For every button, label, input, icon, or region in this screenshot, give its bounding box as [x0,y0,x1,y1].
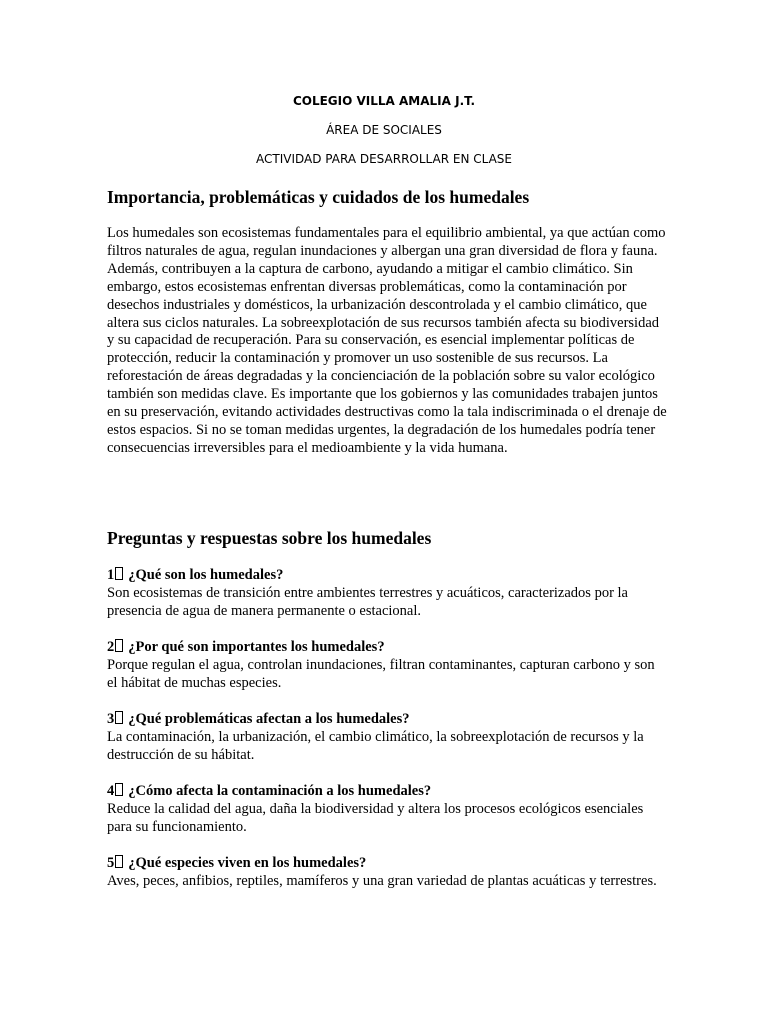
subject-area: ÁREA DE SOCIALES [326,123,442,137]
question-number: 2 [107,639,115,655]
missing-glyph-icon [115,855,123,868]
missing-glyph-icon [115,567,123,580]
question [107,711,667,729]
intro-paragraph: Los humedales son ecosistemas fundamentales para el equilibrio ambiental, ya que actúan como filtros naturales de agua, regulan inundaciones y albergan una gran diversidad de flora y fauna. Además, contribuyen a la captura de carbono, ayudando a mitigar el cambio climático. Sin embargo, estos ecosistemas enfrentan diversas problemáticas, como la contaminación por desechos industriales y domésticos, la urbanización descontrolada y el cambio climático, que altera sus ciclos naturales. La sobreexplotación de sus recursos también afecta su biodiversidad y su capacidad de recuperación. Para su conservación, es esencial implementar políticas de protección, reducir la contaminación y promover un uso sostenible de sus recursos. La reforestación de áreas degradadas y la concienciación de la población sobre su valor ecológico también son medidas clave. Es importante que los gobiernos y las comunidades trabajen juntos en su preservación, evitando actividades destructivas como la tala indiscriminada o el drenaje de estos espacios. Si no se toman medidas urgentes, la degradación de los humedales podría tener consecuencias irreversibles para el medioambiente y la vida humana. [107,225,667,456]
missing-glyph-icon [115,639,123,652]
answer: Son ecosistemas de transición entre ambientes terrestres y acuáticos, caracterizados por la presencia de agua de manera permanente o estacional. [107,584,628,619]
qa-item [107,639,667,693]
question [107,855,667,873]
qa-item [107,567,667,621]
question [107,783,667,801]
question-text: ¿Qué problemáticas afectan a los humedales? [128,711,410,727]
question-number: 1 [107,567,115,583]
question [107,639,667,657]
answer: Reduce la calidad del agua, daña la biodiversidad y altera los procesos ecológicos esenciales para su funcionamiento. [107,800,644,835]
section-heading-questions: Preguntas y respuestas sobre los humedales [107,528,432,548]
answer: Aves, peces, anfibios, reptiles, mamíferos y una gran variedad de plantas acuáticas y terrestres. [107,872,657,889]
activity-title: ACTIVIDAD PARA DESARROLLAR EN CLASE [256,152,512,166]
answer: Porque regulan el agua, controlan inundaciones, filtran contaminantes, capturan carbono y son el hábitat de muchas especies. [107,656,655,691]
missing-glyph-icon [115,783,123,796]
answer: La contaminación, la urbanización, el cambio climático, la sobreexplotación de recursos y la destrucción de su hábitat. [107,728,644,763]
qa-item [107,783,667,837]
school-name: COLEGIO VILLA AMALIA J.T. [292,94,476,108]
question [107,567,667,585]
question-text: ¿Cómo afecta la contaminación a los humedales? [128,783,432,799]
qa-item [107,855,667,891]
missing-glyph-icon [115,711,123,724]
question-text: ¿Qué especies viven en los humedales? [128,855,367,871]
question-text: ¿Qué son los humedales? [128,567,284,583]
question-number: 3 [107,711,115,727]
section-heading-importance: Importancia, problemáticas y cuidados de los humedales [107,187,530,207]
question-number: 4 [107,783,115,799]
question-number: 5 [107,855,115,871]
qa-item [107,711,667,765]
question-text: ¿Por qué son importantes los humedales? [128,639,385,655]
